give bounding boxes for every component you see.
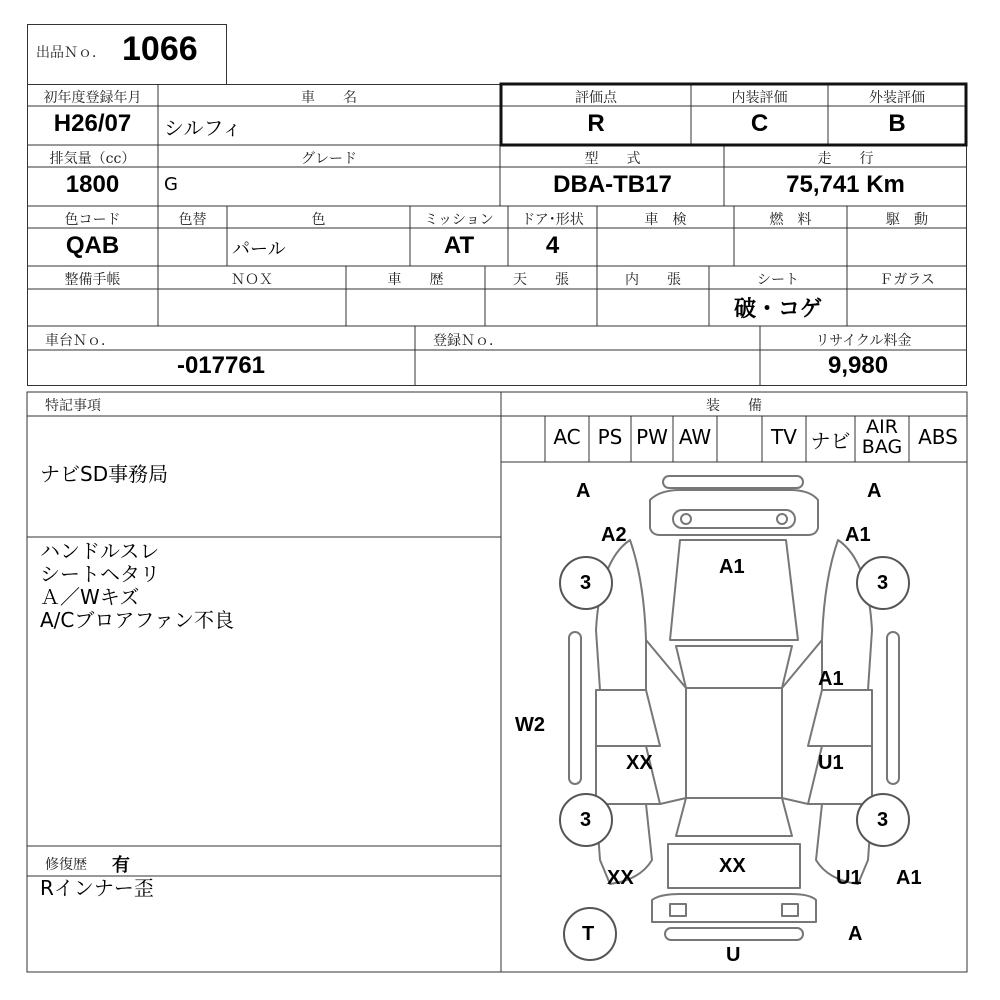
damage-mark: U1 <box>818 752 844 774</box>
equipment-pw: PW <box>636 425 668 449</box>
history-label: 車 歴 <box>387 272 444 288</box>
chassis-label: 車台Ｎｏ． <box>45 333 115 349</box>
equipment-ac: AC <box>553 425 581 449</box>
color-label: 色 <box>311 212 326 228</box>
maintenance-label: 整備手帳 <box>64 272 121 288</box>
equipment-aw: AW <box>678 425 712 449</box>
damage-mark: XX <box>626 752 653 774</box>
inspection-label: 車 検 <box>644 212 687 228</box>
model-value: DBA-TB17 <box>553 171 672 198</box>
chassis-value: -017761 <box>176 352 266 379</box>
color-value: パール <box>232 239 286 260</box>
equipment-ps: PS <box>597 425 623 449</box>
fglass-label: Ｆガラス <box>879 272 935 288</box>
recycle-value: 9,980 <box>828 352 889 379</box>
notes-item: Ａ／Wキズ <box>40 585 140 609</box>
displacement-label: 排気量（cc） <box>49 151 136 167</box>
notes-line1: ナビSD事務局 <box>40 462 169 486</box>
door-label: ドア･形状 <box>521 212 584 228</box>
damage-mark: T <box>582 923 595 945</box>
damage-mark: A1 <box>818 668 844 690</box>
reg-no-label: 登録Ｎｏ． <box>433 333 503 349</box>
lot-number: 1066 <box>122 30 198 68</box>
fuel-label: 燃 料 <box>769 212 812 228</box>
recycle-label: リサイクル料金 <box>815 333 912 349</box>
roof-label: 天 張 <box>513 272 569 288</box>
mileage-value: 75,741 Km <box>786 171 905 198</box>
damage-mark: XX <box>607 867 634 889</box>
equipment-navi: ナビ <box>810 429 851 453</box>
grade-label: グレード <box>301 151 357 167</box>
damage-mark: A <box>848 923 863 945</box>
car-name-label: 車 名 <box>301 90 357 106</box>
grade-score-label: 評価点 <box>575 90 617 106</box>
grade-value: G <box>164 174 178 195</box>
door-value: 4 <box>545 232 560 259</box>
notes-item: ハンドルスレ <box>40 539 160 563</box>
repair-label: 修復歴 <box>45 857 87 873</box>
seat-label: シート <box>757 272 799 288</box>
exterior-value: B <box>888 110 906 137</box>
repair-detail: Rインナー歪 <box>40 876 154 900</box>
damage-mark: A1 <box>845 524 871 546</box>
damage-mark: 3 <box>877 572 889 594</box>
interior-label: 内装評価 <box>731 90 788 106</box>
displacement-value: 1800 <box>65 171 120 198</box>
first-reg-label: 初年度登録年月 <box>43 90 142 106</box>
damage-mark: W2 <box>515 714 545 736</box>
color-code-label: 色コード <box>64 212 121 228</box>
repaint-label: 色替 <box>178 212 207 228</box>
damage-mark: U <box>726 944 741 966</box>
model-label: 型 式 <box>584 151 641 167</box>
equipment-tv: TV <box>771 425 797 449</box>
interior-value: C <box>750 110 769 137</box>
damage-mark: 3 <box>580 572 592 594</box>
color-code-value: QAB <box>65 232 120 259</box>
car-name-value: シルフィ <box>164 116 242 140</box>
mileage-label: 走 行 <box>817 151 874 167</box>
damage-mark: A2 <box>601 524 627 546</box>
damage-mark: U1 <box>836 867 862 889</box>
damage-mark: A1 <box>719 556 745 578</box>
interior-trim-label: 内 張 <box>625 272 681 288</box>
damage-mark: A <box>576 480 591 502</box>
lot-label: 出品Ｎｏ． <box>36 45 106 61</box>
transmission-label: ミッション <box>424 212 494 228</box>
equipment-label: 装 備 <box>706 398 762 414</box>
notes-label: 特記事項 <box>45 398 101 414</box>
damage-mark: A1 <box>896 867 922 889</box>
damage-mark: XX <box>719 855 746 877</box>
notes-item: シートヘタリ <box>40 562 160 586</box>
drive-label: 駆 動 <box>886 212 928 228</box>
exterior-label: 外装評価 <box>869 90 925 106</box>
notes-item: A/Cブロアファン不良 <box>40 608 234 632</box>
grade-score-value: R <box>587 110 605 137</box>
damage-mark: 3 <box>580 809 592 831</box>
equipment-abs: ABS <box>918 425 958 449</box>
transmission-value: AT <box>443 232 475 259</box>
equipment-airbag: AIR BAG <box>861 416 903 458</box>
seat-value: 破・コゲ <box>733 297 822 322</box>
first-reg-value: H26/07 <box>53 110 132 137</box>
repair-value: 有 <box>112 855 130 876</box>
nox-label: ＮＯＸ <box>231 272 273 288</box>
damage-mark: 3 <box>877 809 889 831</box>
damage-mark: A <box>867 480 882 502</box>
